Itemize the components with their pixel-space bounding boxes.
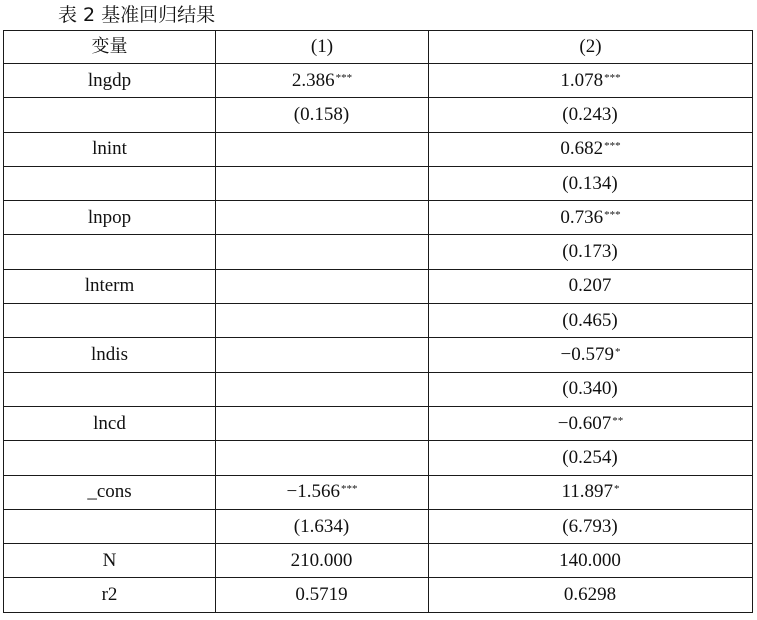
cell-model-2-value: (0.340) <box>562 378 618 400</box>
cell-model-2 <box>429 304 753 338</box>
cell-model-2 <box>429 544 753 578</box>
header-model-2: (2) <box>429 31 753 64</box>
cell-model-1 <box>216 98 429 132</box>
cell-model-2 <box>429 166 753 200</box>
cell-model-2 <box>429 578 753 612</box>
table-row <box>4 544 753 578</box>
table-row <box>4 98 753 132</box>
table-row <box>4 338 753 372</box>
table-row <box>4 166 753 200</box>
cell-model-2 <box>429 441 753 475</box>
cell-model-2 <box>429 509 753 543</box>
table-row <box>4 64 753 98</box>
cell-model-1 <box>216 166 429 200</box>
header-model-1: (1) <box>216 31 429 64</box>
cell-model-1-value: 2.386 <box>291 69 335 91</box>
cell-model-2-value: 0.6298 <box>563 584 617 606</box>
table-row <box>4 132 753 166</box>
cell-model-1 <box>216 509 429 543</box>
cell-model-1 <box>216 441 429 475</box>
cell-model-2 <box>429 372 753 406</box>
cell-model-1 <box>216 235 429 269</box>
cell-variable-value: lnpop <box>87 206 132 228</box>
header-variable: 变量 <box>4 31 216 64</box>
table-row <box>4 304 753 338</box>
cell-model-2-value: 0.207 <box>568 275 612 297</box>
table-row <box>4 235 753 269</box>
cell-model-2-value: (6.793) <box>562 515 618 537</box>
cell-model-2-value: (0.465) <box>562 309 618 331</box>
cell-model-1 <box>216 64 429 98</box>
cell-variable <box>4 132 216 166</box>
cell-variable <box>4 269 216 303</box>
cell-variable-value: lndis <box>91 344 128 366</box>
significance-stars: *** <box>604 140 621 153</box>
significance-stars: *** <box>604 71 621 84</box>
cell-model-2-value: (0.134) <box>562 172 618 194</box>
cell-variable <box>4 578 216 612</box>
cell-model-2 <box>429 406 753 440</box>
cell-model-1 <box>216 269 429 303</box>
cell-variable <box>4 475 216 509</box>
table-row <box>4 441 753 475</box>
table-row <box>4 269 753 303</box>
significance-stars: *** <box>604 208 621 221</box>
significance-stars: ** <box>612 414 624 427</box>
significance-stars: * <box>614 483 620 496</box>
cell-variable <box>4 406 216 440</box>
cell-model-1-value: 210.000 <box>290 549 353 571</box>
cell-variable <box>4 98 216 132</box>
significance-stars: *** <box>340 483 358 496</box>
cell-variable-value: lncd <box>93 412 126 434</box>
cell-model-2-value: 0.682 <box>560 138 604 160</box>
cell-model-2-value: (0.173) <box>562 241 618 263</box>
cell-variable <box>4 338 216 372</box>
cell-model-1 <box>216 406 429 440</box>
cell-model-2 <box>429 64 753 98</box>
cell-model-2 <box>429 235 753 269</box>
cell-variable-value: _cons <box>87 481 132 503</box>
cell-model-2-value: (0.243) <box>562 103 618 125</box>
cell-variable-value: lngdp <box>87 69 132 91</box>
cell-model-1-value: (1.634) <box>293 515 350 537</box>
cell-model-2 <box>429 201 753 235</box>
cell-variable <box>4 64 216 98</box>
cell-model-2-value: 140.000 <box>559 549 621 571</box>
cell-model-2-value: 11.897 <box>561 481 614 503</box>
cell-variable <box>4 372 216 406</box>
cell-model-1 <box>216 544 429 578</box>
cell-model-2 <box>429 132 753 166</box>
cell-model-1-value: −1.566 <box>286 481 340 503</box>
cell-variable <box>4 509 216 543</box>
table-row <box>4 578 753 612</box>
cell-model-1 <box>216 201 429 235</box>
cell-variable <box>4 304 216 338</box>
cell-variable <box>4 235 216 269</box>
cell-model-1 <box>216 372 429 406</box>
cell-model-2-value: 1.078 <box>560 69 604 91</box>
cell-model-2-value: 0.736 <box>560 206 604 228</box>
cell-variable-value: N <box>102 549 117 571</box>
cell-variable <box>4 544 216 578</box>
cell-model-1 <box>216 475 429 509</box>
cell-variable-value: lnint <box>92 138 127 160</box>
cell-model-2 <box>429 338 753 372</box>
cell-model-1 <box>216 304 429 338</box>
significance-stars: *** <box>335 71 353 84</box>
cell-variable <box>4 201 216 235</box>
table-row <box>4 509 753 543</box>
table-row <box>4 406 753 440</box>
cell-model-2 <box>429 98 753 132</box>
cell-model-2 <box>429 269 753 303</box>
table-row <box>4 475 753 509</box>
regression-table <box>3 30 753 613</box>
cell-model-2-value: −0.607 <box>557 412 612 434</box>
cell-model-1 <box>216 578 429 612</box>
cell-model-2 <box>429 475 753 509</box>
cell-model-1 <box>216 132 429 166</box>
cell-model-1 <box>216 338 429 372</box>
cell-variable-value: r2 <box>101 584 118 606</box>
cell-variable <box>4 441 216 475</box>
cell-model-2-value: −0.579 <box>560 344 614 366</box>
table-caption: 表 2 基准回归结果 <box>58 4 216 26</box>
cell-variable <box>4 166 216 200</box>
cell-model-2-value: (0.254) <box>562 446 618 468</box>
table-row <box>4 201 753 235</box>
significance-stars: * <box>614 346 621 359</box>
table-header-row <box>4 31 753 64</box>
cell-model-1-value: 0.5719 <box>295 584 348 606</box>
table-row <box>4 372 753 406</box>
cell-model-1-value: (0.158) <box>293 103 350 125</box>
cell-variable-value: lnterm <box>84 275 135 297</box>
